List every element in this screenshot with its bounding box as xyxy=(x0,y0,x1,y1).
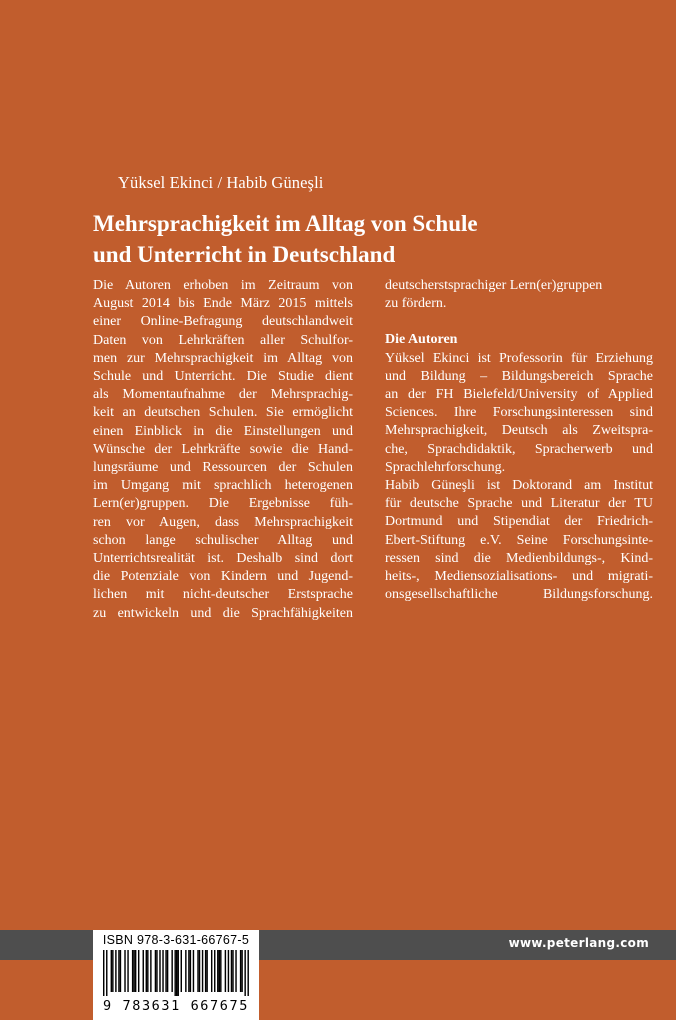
barcode-bar xyxy=(174,950,175,996)
blurb-left-column xyxy=(93,277,353,623)
barcode-bar xyxy=(247,950,248,996)
barcode-bar xyxy=(162,950,163,992)
text-line: onsgesellschaftliche Bildungsforschung. xyxy=(385,587,653,603)
barcode-bar xyxy=(155,950,156,992)
barcode-bar xyxy=(112,950,113,992)
barcode-bar xyxy=(167,950,168,992)
barcode-bar xyxy=(220,950,221,992)
barcode-bar xyxy=(138,950,139,992)
text-line: für deutsche Sprache und Literatur der TU xyxy=(385,496,653,512)
barcode-box xyxy=(93,930,259,1020)
barcode-bar xyxy=(206,950,207,992)
barcode-bar xyxy=(202,950,203,992)
text-line: Dortmund und Stipendiat der Friedrich- xyxy=(385,514,653,530)
isbn-label: ISBN 978-3-631-66767-5 xyxy=(102,933,250,947)
barcode-bar xyxy=(178,950,179,996)
text-line: einer Online-Befragung deutschlandweit xyxy=(93,314,353,330)
blurb-line: zu fördern. xyxy=(385,296,447,312)
barcode-digits: 9 783631 667675 xyxy=(103,998,249,1014)
text-line: an der FH Bielefeld/University of Applied xyxy=(385,387,653,403)
barcode-bars xyxy=(103,950,249,996)
text-line: und Bildung – Bildungsbereich Sprache xyxy=(385,368,653,384)
barcode-bar xyxy=(205,950,206,992)
text-line: ressen sind die Medienbildungs-, Kind- xyxy=(385,550,653,566)
text-line: zu entwickeln und die Sprachfähigkeiten xyxy=(93,605,353,621)
barcode-bar xyxy=(150,950,151,992)
barcode-bar xyxy=(115,950,116,992)
text-line: Wünsche der Lehrkräfte sowie die Hand- xyxy=(93,441,353,457)
barcode-bar xyxy=(147,950,148,992)
about-authors-heading: Die Autoren xyxy=(385,332,458,348)
text-line: lungsräume und Ressourcen der Schulen xyxy=(93,460,353,476)
blurb-right-column xyxy=(385,277,653,604)
text-line: schon lange schulischer Alltag und xyxy=(93,532,353,548)
barcode-bar xyxy=(176,950,177,996)
barcode-bar xyxy=(165,950,166,992)
barcode-bar xyxy=(225,950,226,992)
barcode-bar xyxy=(228,950,229,992)
text-line: Sprachlehrforschung. xyxy=(385,459,506,475)
text-line: Schule und Unterricht. Die Studie dient xyxy=(93,369,353,385)
barcode-bar xyxy=(244,950,245,996)
text-line: Unterrichtsrealität ist. Deshalb sind dort xyxy=(93,551,353,567)
barcode-bar xyxy=(231,950,232,992)
authors-line: Yüksel Ekinci / Habib Güneşli xyxy=(118,173,324,192)
barcode-bar xyxy=(127,950,128,992)
title-line: und Unterricht in Deutschland xyxy=(93,242,396,267)
text-line: men zur Mehrsprachigkeit im Alltag von xyxy=(93,350,353,366)
text-line: Ebert-Stiftung e.V. Seine Forschungsinte- xyxy=(385,532,653,548)
text-line: Habib Güneşli ist Doktorand am Institut xyxy=(385,478,653,494)
barcode-bar xyxy=(124,950,125,992)
barcode-bar xyxy=(185,950,186,992)
barcode-bar xyxy=(241,950,242,992)
barcode-bar xyxy=(135,950,136,992)
barcode-bar xyxy=(181,950,182,992)
barcode-bar xyxy=(211,950,212,992)
text-line: Mehrsprachigkeit, Deutsch als Zweitspra- xyxy=(385,423,653,439)
book-title xyxy=(93,208,633,270)
title-line: Mehrsprachigkeit im Alltag von Schule xyxy=(93,211,478,236)
barcode-bar xyxy=(197,950,198,992)
barcode-bar xyxy=(193,950,194,992)
barcode-bar xyxy=(132,950,133,992)
text-line: Yüksel Ekinci ist Professorin für Erziehung xyxy=(385,350,653,366)
about-authors-text xyxy=(385,350,653,605)
text-line: ren vor Augen, dass Mehrsprachigkeit xyxy=(93,514,353,530)
barcode-bar xyxy=(106,950,107,996)
text-line: die Potenziale von Kindern und Jugend- xyxy=(93,569,353,585)
barcode-bar xyxy=(171,950,172,992)
blurb-line: deutscherstsprachiger Lern(er)gruppen xyxy=(385,278,603,293)
text-line: lichen mit nicht-deutscher Erstsprache xyxy=(93,587,353,603)
text-line: keit an deutschen Schulen. Sie ermöglicht xyxy=(93,405,353,421)
text-line: Lern(er)gruppen. Die Ergebnisse füh- xyxy=(93,496,353,512)
barcode-bar xyxy=(133,950,134,992)
barcode-bar xyxy=(235,950,236,992)
text-line: August 2014 bis Ende März 2015 mittels xyxy=(93,296,353,312)
text-line: als Momentaufnahme der Mehrsprachig- xyxy=(93,387,353,403)
barcode-bar xyxy=(219,950,220,992)
text-line: heits-, Mediensozialisations- und migrati- xyxy=(385,569,653,585)
barcode-bar xyxy=(190,950,191,992)
barcode-bar xyxy=(240,950,241,992)
barcode-bar xyxy=(146,950,147,992)
barcode-bar xyxy=(118,950,119,992)
barcode-bar xyxy=(111,950,112,992)
barcode-bar xyxy=(232,950,233,992)
text-line: im Umgang mit sprachlich heterogenen xyxy=(93,478,353,494)
barcode-bar xyxy=(156,950,157,992)
barcode-bar xyxy=(120,950,121,992)
barcode-bar xyxy=(188,950,189,992)
text-line: Die Autoren erhoben im Zeitraum von xyxy=(93,278,353,293)
barcode-bar xyxy=(214,950,215,992)
barcode-bar xyxy=(199,950,200,992)
barcode-bar xyxy=(159,950,160,992)
text-line: Daten von Lehrkräften aller Schulfor- xyxy=(93,332,353,348)
text-line: Sciences. Ihre Forschungsinteressen sind xyxy=(385,405,653,421)
text-line: che, Sprachdidaktik, Spracherwerb und xyxy=(385,441,653,457)
barcode-bar xyxy=(103,950,104,996)
barcode-bar xyxy=(143,950,144,992)
publisher-website: www.peterlang.com xyxy=(508,936,649,950)
text-line: einen Einblick in die Einstellungen und xyxy=(93,423,353,439)
barcode-bar xyxy=(217,950,218,992)
